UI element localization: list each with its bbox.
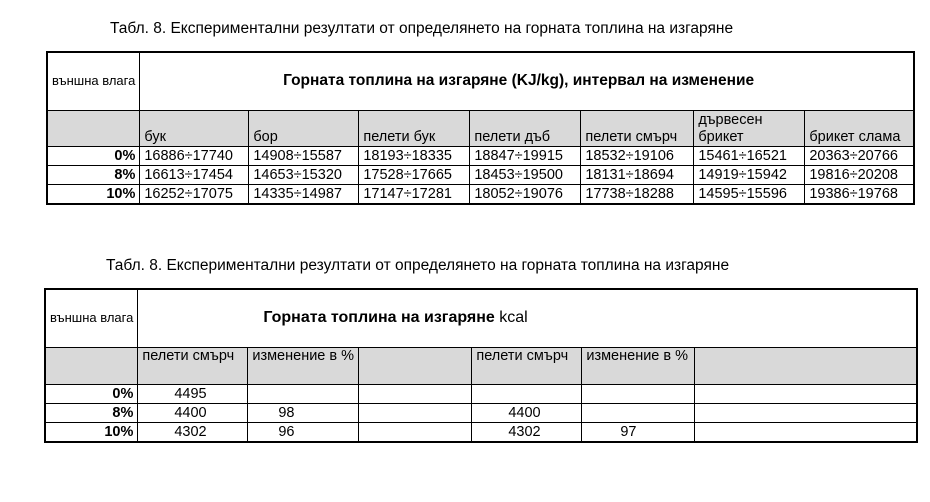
- table-cell: [248, 384, 359, 403]
- table-row: [45, 403, 917, 422]
- table-cell: 19816÷20208: [805, 165, 914, 184]
- table-cell: [359, 422, 472, 442]
- table-cell: 20363÷20766: [805, 146, 914, 165]
- row-label: 8%: [45, 403, 138, 422]
- table-title: Горната топлина на изгаряне (KJ/kg), интервал на изменение: [140, 52, 914, 110]
- row-label: 8%: [47, 165, 140, 184]
- title-bold: Горната топлина на изгаряне: [263, 309, 495, 327]
- column-header: брикет слама: [805, 110, 914, 146]
- empty-cell: [47, 110, 140, 146]
- table2-caption: Табл. 8. Експериментални резултати от определянето на горната топлина на изгаряне: [106, 257, 730, 274]
- table-cell: [582, 403, 695, 422]
- table-cell: 14595÷15596: [694, 184, 805, 204]
- table-cell: 15461÷16521: [694, 146, 805, 165]
- table-title: [138, 289, 917, 347]
- row-label: 10%: [45, 422, 138, 442]
- table-cell: 4400: [472, 403, 582, 422]
- title-unit: kcal: [499, 309, 528, 327]
- table-cell: 18847÷19915: [470, 146, 581, 165]
- column-header: бор: [249, 110, 359, 146]
- table-cell: 16252÷17075: [140, 184, 249, 204]
- table-cell: 4400: [138, 403, 248, 422]
- heat-of-combustion-kcal-table: [44, 288, 918, 443]
- column-header: изменение в %: [248, 347, 359, 384]
- table-cell: 14653÷15320: [249, 165, 359, 184]
- table-cell: 17738÷18288: [581, 184, 694, 204]
- table-cell: 18131÷18694: [581, 165, 694, 184]
- column-header: пелети бук: [359, 110, 470, 146]
- row-label: 0%: [47, 146, 140, 165]
- column-header: пелети смърч: [581, 110, 694, 146]
- heat-of-combustion-kj-table: [46, 51, 915, 205]
- table1-caption: Табл. 8. Експериментални резултати от определянето на горната топлина на изгаряне: [110, 20, 734, 37]
- column-header: дървесен брикет: [694, 110, 805, 146]
- column-header: пелети смърч: [472, 347, 582, 384]
- table-cell: 4302: [138, 422, 248, 442]
- empty-cell: [45, 347, 138, 384]
- table-cell: 96: [248, 422, 359, 442]
- table-cell: [582, 384, 695, 403]
- table-cell: 14335÷14987: [249, 184, 359, 204]
- table-row: [47, 146, 914, 165]
- table-cell: 98: [248, 403, 359, 422]
- row-header-label: външна влага: [45, 289, 138, 347]
- table-cell: [695, 422, 917, 442]
- column-header: пелети смърч: [138, 347, 248, 384]
- table-cell: 17528÷17665: [359, 165, 470, 184]
- table-cell: 18453÷19500: [470, 165, 581, 184]
- table-cell: [695, 384, 917, 403]
- table-cell: 16886÷17740: [140, 146, 249, 165]
- table-cell: 16613÷17454: [140, 165, 249, 184]
- table-cell: 14908÷15587: [249, 146, 359, 165]
- table-row: [45, 384, 917, 403]
- table-row: [47, 184, 914, 204]
- row-label: 10%: [47, 184, 140, 204]
- table-cell: 18193÷18335: [359, 146, 470, 165]
- table-cell: 18532÷19106: [581, 146, 694, 165]
- column-header: бук: [140, 110, 249, 146]
- table-cell: 97: [582, 422, 695, 442]
- column-header: пелети дъб: [470, 110, 581, 146]
- table-cell: 4495: [138, 384, 248, 403]
- table-cell: [472, 384, 582, 403]
- column-header: [695, 347, 917, 384]
- table-cell: 14919÷15942: [694, 165, 805, 184]
- column-header: изменение в %: [582, 347, 695, 384]
- table-cell: [359, 403, 472, 422]
- table-cell: [695, 403, 917, 422]
- table-cell: 17147÷17281: [359, 184, 470, 204]
- table-cell: 4302: [472, 422, 582, 442]
- table-cell: [359, 384, 472, 403]
- table-cell: 19386÷19768: [805, 184, 914, 204]
- table-row: [45, 422, 917, 442]
- column-header: [359, 347, 472, 384]
- table-row: [47, 165, 914, 184]
- row-label: 0%: [45, 384, 138, 403]
- table-cell: 18052÷19076: [470, 184, 581, 204]
- row-header-label: външна влага: [47, 52, 140, 110]
